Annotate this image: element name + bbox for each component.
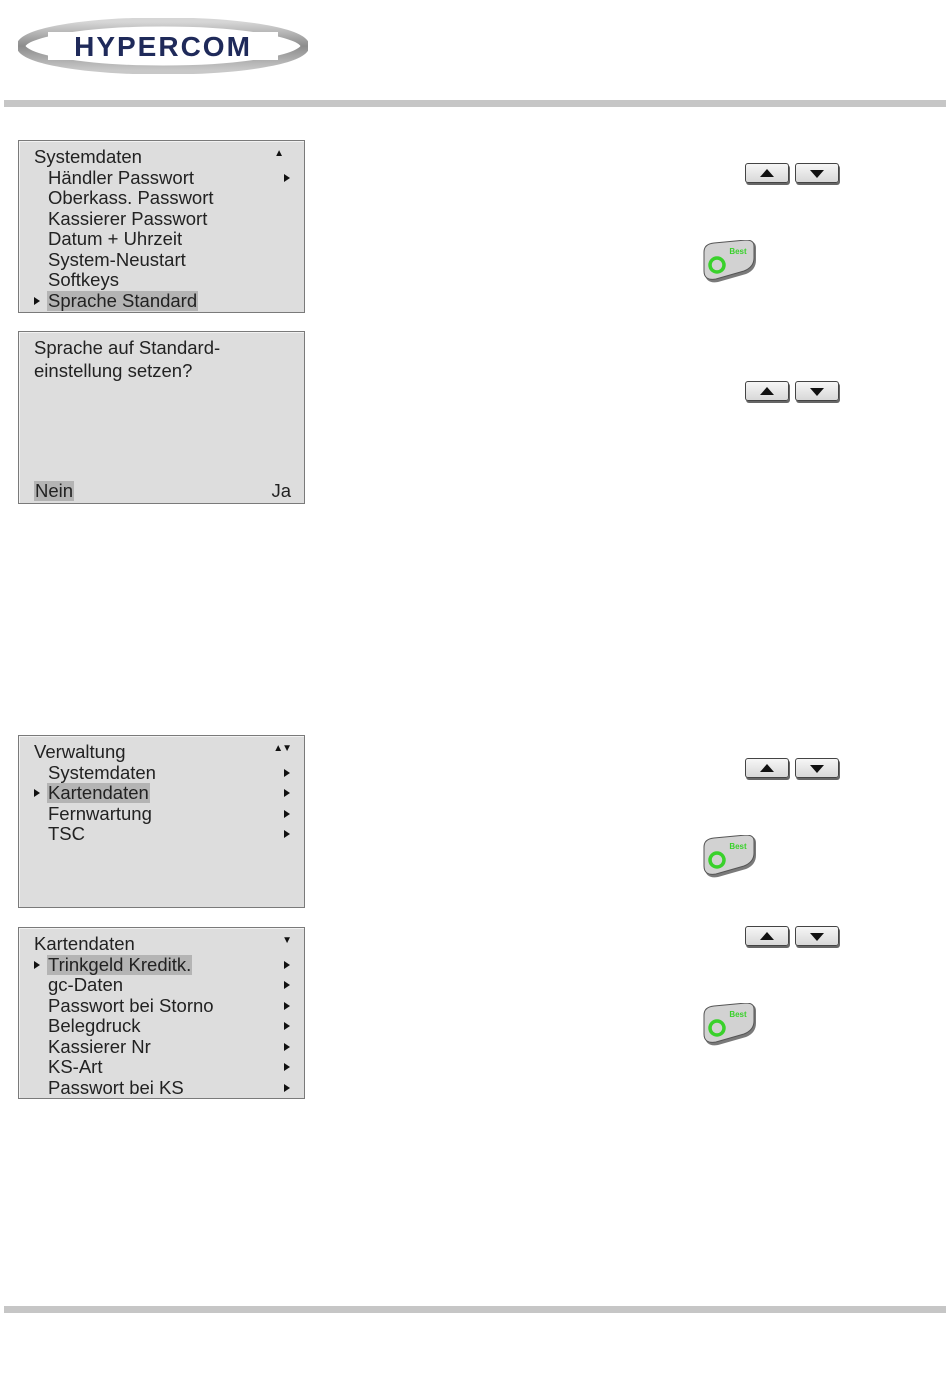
lcd-screen-kartendaten [18, 927, 305, 1099]
menu-item-label: Sprache Standard [48, 290, 198, 311]
confirm-line-2: einstellung setzen? [34, 360, 193, 381]
menu-item [19, 1057, 304, 1077]
ok-key [702, 835, 758, 879]
submenu-arrow-icon [284, 1002, 290, 1010]
submenu-arrow-icon [284, 1063, 290, 1071]
screen-title [34, 742, 304, 762]
menu-item [19, 1037, 304, 1057]
menu-item-label: Datum + Uhrzeit [48, 228, 183, 249]
submenu-arrow-icon [284, 810, 290, 818]
submenu-arrow-icon [284, 789, 290, 797]
arrow-up-key [745, 163, 789, 183]
ok-key-label: Best [729, 1010, 747, 1019]
selection-pointer-icon [34, 789, 40, 797]
hypercom-logo [18, 18, 308, 74]
lcd-screen-sprache-confirm [18, 331, 305, 504]
screen-title [34, 147, 304, 167]
menu-item-label: Kassierer Passwort [48, 208, 208, 229]
arrow-up-key [745, 758, 789, 778]
submenu-arrow-icon [284, 981, 290, 989]
menu-item [19, 996, 304, 1016]
submenu-arrow-icon [284, 1043, 290, 1051]
menu-item [19, 975, 304, 995]
menu-item [19, 1078, 304, 1098]
menu-item-label: TSC [48, 823, 85, 844]
arrow-up-key [745, 926, 789, 946]
menu-item-label: Passwort bei KS [48, 1077, 184, 1098]
arrow-down-key [795, 163, 839, 183]
submenu-arrow-icon [284, 830, 290, 838]
arrow-down-icon [810, 765, 824, 773]
menu-item [19, 209, 304, 229]
arrow-up-icon [760, 387, 774, 395]
screen-title-text: Kartendaten [34, 933, 135, 954]
menu-item [19, 229, 304, 249]
arrow-down-icon [810, 388, 824, 396]
scroll-up-indicator: ▲ [274, 148, 283, 159]
menu-item-label: Softkeys [48, 269, 119, 290]
arrow-keys [745, 926, 841, 950]
menu-item [19, 804, 304, 824]
ok-key-label: Best [729, 842, 747, 851]
confirm-message [34, 336, 220, 382]
arrow-down-key [795, 926, 839, 946]
arrow-down-icon [810, 170, 824, 178]
menu-item-selected [19, 291, 304, 311]
scroll-down-indicator: ▼ [282, 935, 291, 946]
softkey-nein: Nein [35, 480, 74, 501]
menu-item [19, 1016, 304, 1036]
menu-item-label: Systemdaten [48, 762, 156, 783]
arrow-keys [745, 381, 841, 405]
selection-pointer-icon [34, 297, 40, 305]
menu-item-selected [19, 955, 304, 975]
submenu-arrow-icon [284, 769, 290, 777]
arrow-down-key [795, 381, 839, 401]
footer-divider [4, 1306, 946, 1313]
menu-item-label: Passwort bei Storno [48, 995, 214, 1016]
confirm-line-1: Sprache auf Standard- [34, 337, 221, 358]
menu-item [19, 250, 304, 270]
menu-item [19, 763, 304, 783]
arrow-up-icon [760, 932, 774, 940]
menu-item-selected [19, 783, 304, 803]
arrow-keys [745, 163, 841, 187]
menu-item [19, 168, 304, 188]
arrow-down-key [795, 758, 839, 778]
menu-item [19, 188, 304, 208]
selection-pointer-icon [34, 961, 40, 969]
screen-title-text: Systemdaten [34, 146, 142, 167]
menu-item-label: gc-Daten [48, 974, 124, 995]
lcd-screen-systemdaten [18, 140, 305, 313]
scroll-up-down-indicator: ▲▼ [273, 743, 291, 754]
arrow-up-key [745, 381, 789, 401]
arrow-up-icon [760, 764, 774, 772]
menu-item [19, 270, 304, 290]
screen-title-text: Verwaltung [34, 741, 126, 762]
logo-text: HYPERCOM [74, 31, 252, 62]
ok-key [702, 1003, 758, 1047]
softkey-ja: Ja [271, 480, 291, 501]
lcd-screen-verwaltung [18, 735, 305, 908]
arrow-keys [745, 758, 841, 782]
menu-item-label: Oberkass. Passwort [48, 187, 214, 208]
screen-title [34, 934, 304, 954]
menu-item-label: Trinkgeld Kreditk. [48, 954, 192, 975]
menu-item-label: System-Neustart [48, 249, 186, 270]
submenu-arrow-icon [284, 1022, 290, 1030]
menu-item [19, 824, 304, 844]
arrow-up-icon [760, 169, 774, 177]
submenu-arrow-icon [284, 1084, 290, 1092]
menu-item-label: Fernwartung [48, 803, 152, 824]
menu-item-label: Kartendaten [48, 782, 149, 803]
submenu-arrow-icon [284, 961, 290, 969]
ok-key-label: Best [729, 247, 747, 256]
menu-item-label: Kassierer Nr [48, 1036, 151, 1057]
header-divider [4, 100, 946, 107]
ok-key [702, 240, 758, 284]
menu-item-label: Belegdruck [48, 1015, 141, 1036]
menu-item-label: KS-Art [48, 1056, 103, 1077]
submenu-arrow-icon [284, 174, 290, 182]
menu-item-label: Händler Passwort [48, 167, 195, 188]
arrow-down-icon [810, 933, 824, 941]
